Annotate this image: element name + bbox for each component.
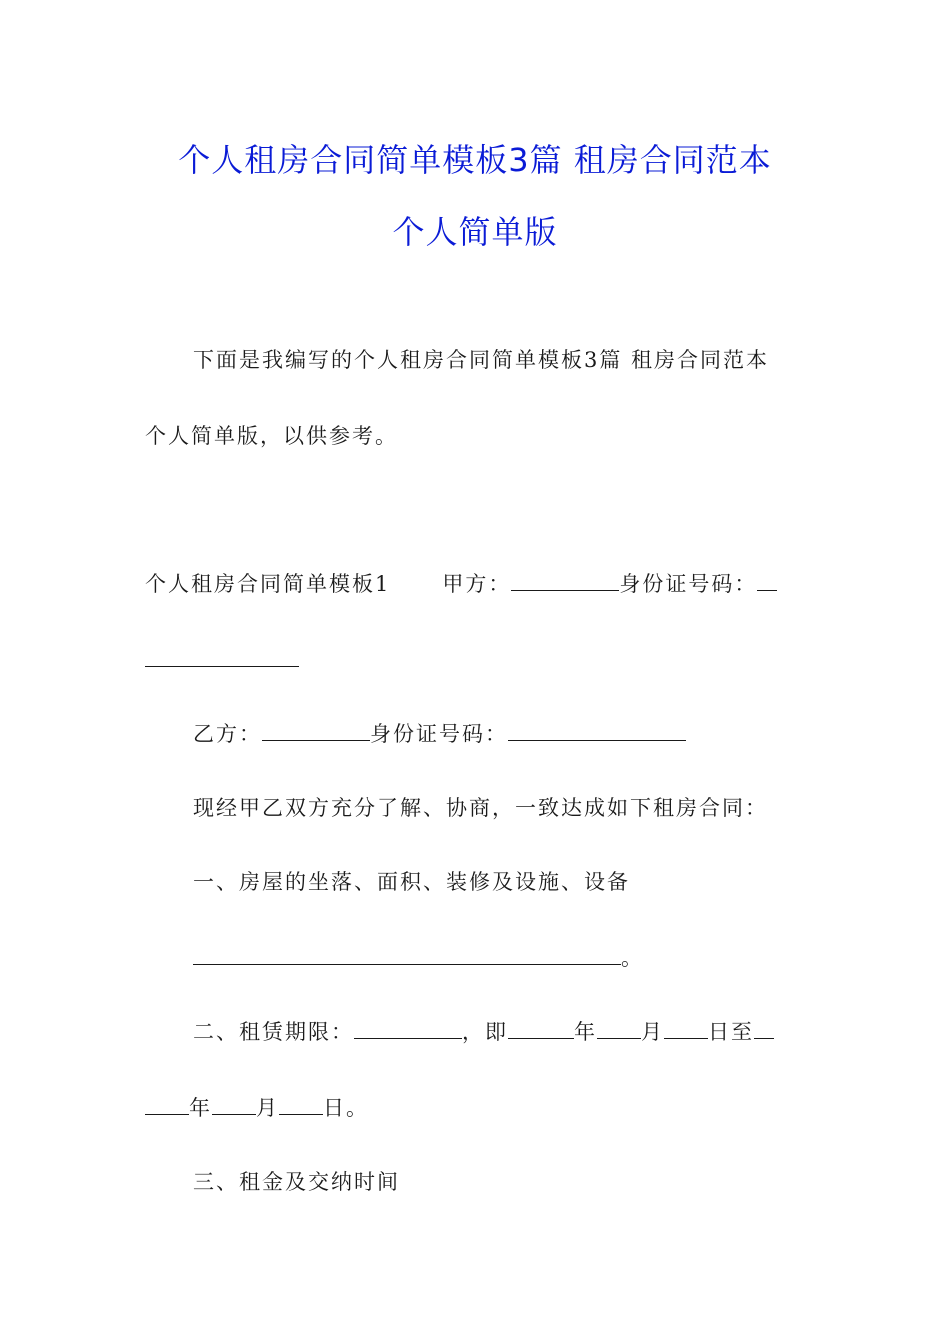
end-year-label: 年 <box>189 1096 212 1120</box>
party-b-label: 乙方： <box>193 722 262 746</box>
section3-title: 三、租金及交纳时间 <box>193 1170 400 1194</box>
intro-paragraph-line1: 下面是我编写的个人租房合同简单模板3篇 租房合同范本 <box>193 348 770 372</box>
party-b-id-blank[interactable] <box>508 720 686 741</box>
section1-blank-line <box>193 944 644 972</box>
section1-detail-blank[interactable] <box>193 944 621 965</box>
party-a-id-blank[interactable] <box>757 570 777 591</box>
start-month-label: 月 <box>641 1020 664 1044</box>
start-day-blank[interactable] <box>664 1018 708 1039</box>
intro-paragraph-line2: 个人简单版，以供参考。 <box>145 424 398 448</box>
document-title-line1: 个人租房合同简单模板3篇 租房合同范本 <box>178 141 772 179</box>
section1-title: 一、房屋的坐落、面积、装修及设施、设备 <box>193 870 630 894</box>
template1-heading: 个人租房合同简单模板1 <box>145 572 391 596</box>
end-day-blank[interactable] <box>279 1094 323 1115</box>
section2-label: 二、租赁期限： <box>193 1020 354 1044</box>
party-a-name-blank[interactable] <box>511 570 619 591</box>
start-month-blank[interactable] <box>597 1018 641 1039</box>
end-month-label: 月 <box>256 1096 279 1120</box>
party-b-line <box>193 720 686 748</box>
section2-line <box>193 1018 774 1046</box>
party-a-id-blank-continued-line <box>145 646 299 674</box>
section1-period: 。 <box>621 946 644 970</box>
start-day-to-label: 日至 <box>708 1020 754 1044</box>
section2-ji-text: ，即 <box>462 1020 508 1044</box>
document-title-line2: 个人简单版 <box>392 213 558 251</box>
start-year-blank[interactable] <box>508 1018 574 1039</box>
start-year-label: 年 <box>574 1020 597 1044</box>
party-a-id-blank-continued[interactable] <box>145 646 299 667</box>
party-a-label: 甲方： <box>442 572 512 596</box>
end-year-blank[interactable] <box>754 1018 774 1039</box>
party-b-name-blank[interactable] <box>262 720 370 741</box>
agreement-line: 现经甲乙双方充分了解、协商，一致达成如下租房合同： <box>193 796 768 820</box>
lease-term-blank[interactable] <box>354 1018 462 1039</box>
end-year-blank-continued[interactable] <box>145 1094 189 1115</box>
end-month-blank[interactable] <box>212 1094 256 1115</box>
section2-continued-line <box>145 1094 369 1122</box>
party-b-id-label: 身份证号码： <box>370 722 508 746</box>
end-day-label: 日。 <box>323 1096 369 1120</box>
template1-party-a-line <box>145 570 777 598</box>
party-a-id-label: 身份证号码： <box>619 572 758 596</box>
